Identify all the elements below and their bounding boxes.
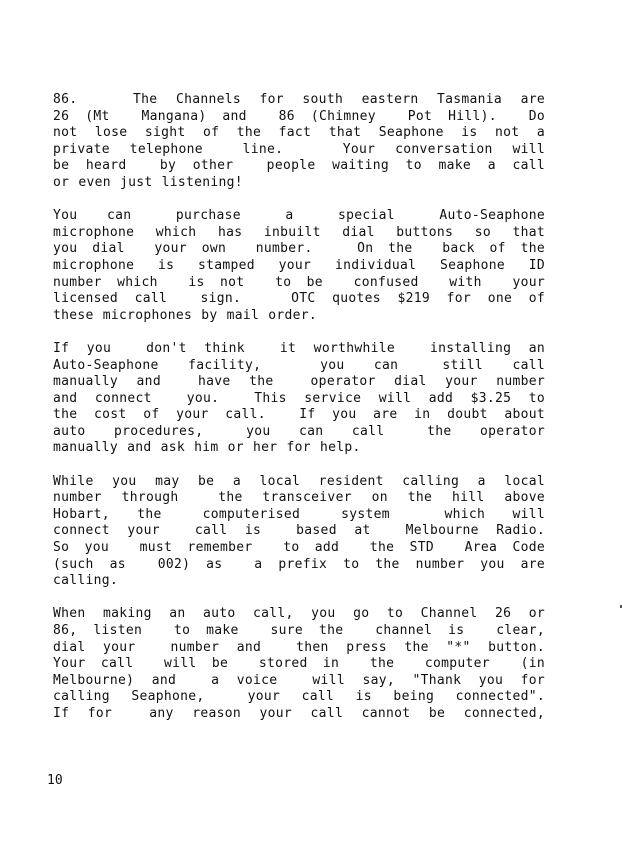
text-line: licensed call sign. OTC quotes $219 for one of xyxy=(53,291,545,307)
text-line: number which is not to be confused with your xyxy=(53,274,545,290)
paragraph-1 xyxy=(53,92,545,192)
paragraph-5 xyxy=(53,606,545,722)
body-text xyxy=(53,92,545,739)
text-line: these microphones by mail order. xyxy=(53,307,318,323)
text-line: private telephone line. Your conversation will xyxy=(53,141,545,157)
text-line: Your call will be stored in the computer (in xyxy=(53,656,545,672)
text-line: not lose sight of the fact that Seaphone is not a xyxy=(53,125,545,141)
paragraph-2 xyxy=(53,208,545,324)
text-line: Auto-Seaphone facility, you can still call xyxy=(53,357,545,373)
text-line: Hobart, the computerised system which will xyxy=(53,506,545,522)
text-line: auto procedures, you can call the operator xyxy=(53,423,545,439)
text-line: calling Seaphone, your call is being connected". xyxy=(53,689,545,705)
text-line: If for any reason your call cannot be connected, xyxy=(53,705,545,721)
text-line: If you don't think it worthwhile installing an xyxy=(53,340,545,356)
text-line: and connect you. This service will add $3.25 to xyxy=(53,390,545,406)
text-line: you dial your own number. On the back of the xyxy=(53,241,545,257)
text-line: 86. The Channels for south eastern Tasmania are xyxy=(53,92,545,107)
text-line: microphone is stamped your individual Seaphone ID xyxy=(53,257,545,273)
text-line: When making an auto call, you go to Channel 26 or xyxy=(53,606,545,622)
text-line: be heard by other people waiting to make a call xyxy=(53,158,545,174)
text-line: microphone which has inbuilt dial buttons so that xyxy=(53,224,545,240)
paragraph-3 xyxy=(53,341,545,457)
text-line: dial your number and then press the "*" button. xyxy=(53,639,545,655)
text-line: 86, listen to make sure the channel is clear, xyxy=(53,623,545,638)
text-line: 26 (Mt Mangana) and 86 (Chimney Pot Hill). Do xyxy=(53,108,545,124)
paragraph-4 xyxy=(53,474,545,590)
text-line: You can purchase a special Auto-Seaphone xyxy=(53,208,545,224)
text-line: number through the transceiver on the hill above xyxy=(53,490,545,506)
text-line: calling. xyxy=(53,573,119,589)
text-line: or even just listening! xyxy=(53,174,243,190)
text-line: the cost of your call. If you are in doubt about xyxy=(53,407,545,423)
text-line: So you must remember to add the STD Area Code xyxy=(53,540,545,556)
text-line: Melbourne) and a voice will say, "Thank you for xyxy=(53,672,545,688)
text-line: manually and ask him or her for help. xyxy=(53,440,361,456)
text-line: (such as 002) as a prefix to the number you are xyxy=(53,556,545,572)
text-line: manually and have the operator dial your number xyxy=(53,374,545,390)
text-line: connect your call is based at Melbourne Radio. xyxy=(53,523,545,539)
page-number: 10 xyxy=(47,773,63,788)
text-line: While you may be a local resident calling a local xyxy=(53,473,545,489)
